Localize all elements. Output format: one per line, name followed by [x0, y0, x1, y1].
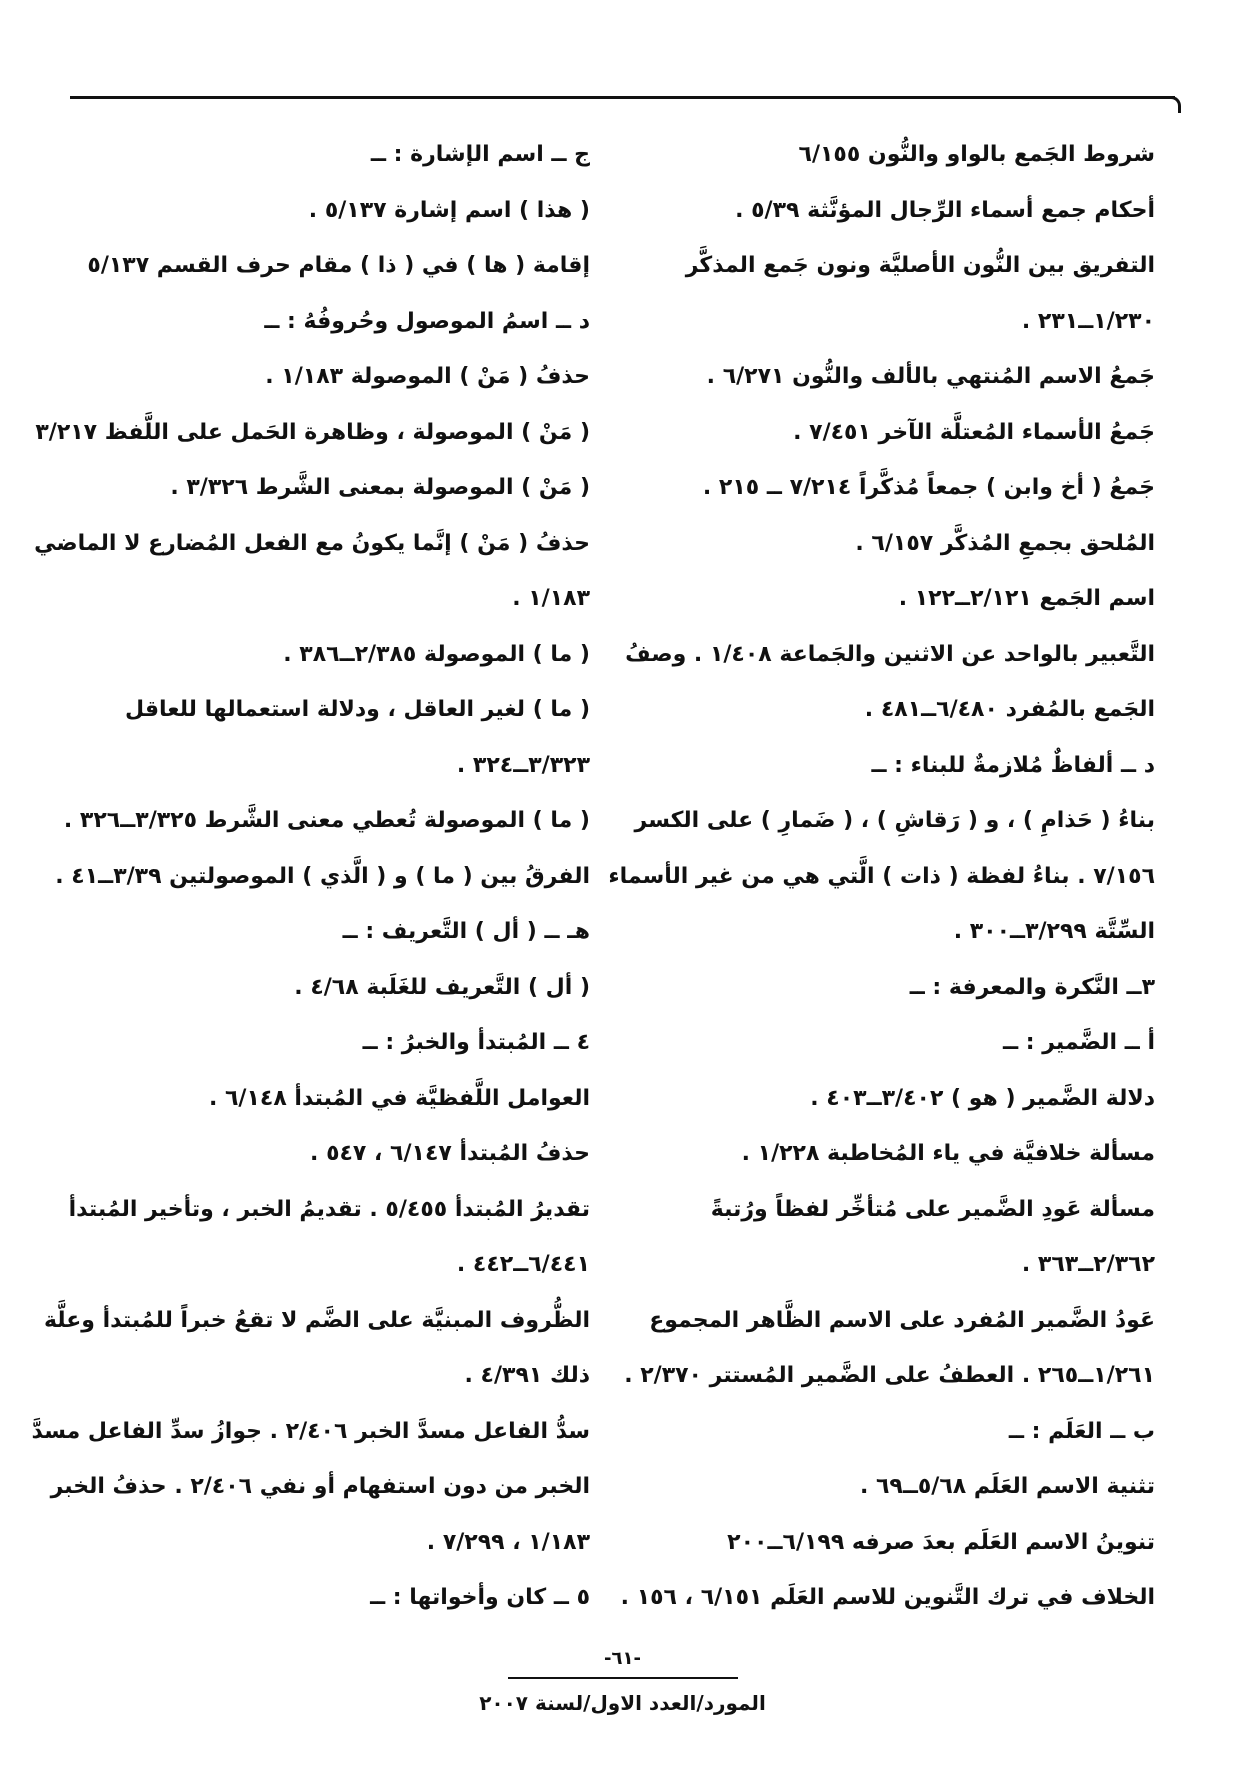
text-line: حذفُ ( مَنْ ) إنَّما يكونُ مع الفعل المُضارع لا الماضي — [34, 530, 590, 556]
text-line: حذفُ ( مَنْ ) الموصولة ١/١٨٣ . — [265, 364, 590, 389]
text-line: اسم الجَمع ٢/١٢١ــ١٢٢ . — [898, 586, 1155, 611]
text-line: مسألة عَودِ الضَّمير على مُتأخِّر لفظاً ورُتبةً — [710, 1196, 1155, 1222]
text-line: ٣/٣٢٣ــ٣٢٤ . — [456, 752, 590, 778]
text-line: ١/١٨٣ . — [512, 586, 590, 611]
text-line: ( مَنْ ) الموصولة بمعنى الشَّرط ٣/٣٢٦ . — [170, 475, 590, 500]
text-line: تقديرُ المُبتدأ ٥/٤٥٥ . تقديمُ الخبر ، وتأخير المُبتدأ — [68, 1196, 590, 1222]
section-heading: د ــ ألفاظٌ مُلازمةٌ للبناء : ــ — [871, 752, 1155, 778]
journal-citation: المورد/العدد الاول/لسنة ٢٠٠٧ — [479, 1691, 766, 1715]
text-line: الفرقُ بين ( ما ) و ( الَّذي ) الموصولتين ٣/٣٩ــ٤١ . — [55, 863, 590, 889]
section-heading: د ــ اسمُ الموصول وحُروفُهُ : ــ — [264, 308, 590, 334]
text-line: إقامة ( ها ) في ( ذا ) مقام حرف القسم ٥/١٣٧ — [87, 253, 590, 278]
text-line: تنوينُ الاسم العَلَم بعدَ صرفه ٦/١٩٩ــ٢٠٠ — [727, 1529, 1155, 1555]
section-heading: ٣ــ النَّكرة والمعرفة : ــ — [909, 974, 1155, 1000]
footer-rule — [508, 1677, 738, 1679]
text-line: تثنية الاسم العَلَم ٥/٦٨ــ٦٩ . — [859, 1474, 1155, 1499]
text-line: الخبر من دون استفهام أو نفي ٢/٤٠٦ . حذفُ الخبر — [50, 1474, 590, 1499]
text-line: الجَمع بالمُفرد ٦/٤٨٠ــ٤٨١ . — [864, 697, 1155, 722]
text-line: التَّعبير بالواحد عن الاثنين والجَماعة ١/٤٠٨ . وصفُ — [625, 641, 1155, 667]
section-heading: ب ــ العَلَم : ــ — [1008, 1418, 1155, 1444]
text-line: الخلاف في ترك التَّنوين للاسم العَلَم ٦/١٥١ ، ١٥٦ . — [620, 1585, 1155, 1610]
right-column — [608, 140, 1155, 1639]
text-line: السِّتَّة ٣/٢٩٩ــ٣٠٠ . — [953, 919, 1155, 944]
text-line: الظُّروف المبنيَّة على الضَّم لا تقعُ خبراً للمُبتدأ وعلَّة — [43, 1307, 590, 1333]
text-line: دلالة الضَّمير ( هو ) ٣/٤٠٢ــ٤٠٣ . — [810, 1085, 1155, 1111]
text-line: حذفُ المُبتدأ ٦/١٤٧ ، ٥٤٧ . — [310, 1141, 590, 1166]
page-number: -٦١- — [604, 1648, 641, 1669]
text-line: ( ما ) الموصولة ٢/٣٨٥ــ٣٨٦ . — [283, 641, 590, 667]
text-line: شروط الجَمع بالواو والنُّون ٦/١٥٥ — [798, 142, 1155, 167]
text-line: ٢/٣٦٢ــ٣٦٣ . — [1021, 1252, 1155, 1277]
text-line: ( ما ) لغير العاقل ، ودلالة استعمالها للعاقل — [124, 697, 590, 722]
text-line: المُلحق بجمعِ المُذكَّر ٦/١٥٧ . — [855, 530, 1155, 556]
text-line: ٦/٤٤١ــ٤٤٢ . — [456, 1252, 590, 1277]
text-line: ١/١٨٣ ، ٧/٢٩٩ . — [426, 1529, 590, 1555]
top-rule-hook — [1168, 96, 1181, 113]
text-line: ١/٢٦١ــ٢٦٥ . العطفُ على الضَّمير المُستتر ٢/٣٧٠ . — [624, 1363, 1155, 1388]
top-rule — [70, 96, 1175, 99]
text-line: ( هذا ) اسم إشارة ٥/١٣٧ . — [308, 197, 590, 223]
section-heading: ج ــ اسم الإشارة : ــ — [370, 142, 590, 167]
page-footer — [0, 1648, 1245, 1715]
text-line: جَمعُ الأسماء المُعتلَّة الآخر ٧/٤٥١ . — [793, 419, 1155, 445]
text-line: ١/٢٣٠ــ٢٣١ . — [1021, 308, 1155, 334]
text-line: التفريق بين النُّون الأصليَّة ونون جَمع المذكَّر — [685, 253, 1155, 278]
text-line: ٧/١٥٦ . بناءُ لفظة ( ذات ) الَّتي هي من غير الأسماء — [608, 863, 1155, 889]
text-line: جَمعُ ( أخ وابن ) جمعاً مُذكَّراً ٧/٢١٤ ــ ٢١٥ . — [702, 475, 1155, 500]
section-heading: ٤ ــ المُبتدأ والخبرُ : ــ — [362, 1030, 590, 1055]
text-line: بناءُ ( حَذامِ ) ، و ( رَقاشِ ) ، ( ضَمارِ ) على الكسر — [634, 808, 1155, 833]
text-line: عَودُ الضَّمير المُفرد على الاسم الظَّاهر المجموع — [649, 1307, 1155, 1333]
text-line: جَمعُ الاسم المُنتهي بالألف والنُّون ٦/٢٧١ . — [706, 364, 1155, 389]
text-line: ( مَنْ ) الموصولة ، وظاهرة الحَمل على اللَّفظ ٣/٢١٧ — [35, 419, 590, 445]
section-heading: ٥ ــ كان وأخواتها : ــ — [370, 1585, 590, 1610]
left-column — [31, 140, 590, 1639]
text-line: العوامل اللَّفظيَّة في المُبتدأ ٦/١٤٨ . — [208, 1085, 590, 1111]
text-line: أحكام جمع أسماء الرِّجال المؤنَّثة ٥/٣٩ . — [735, 197, 1155, 223]
section-heading: هـ ــ ( أل ) التَّعريف : ــ — [342, 919, 590, 944]
text-line: سدُّ الفاعل مسدَّ الخبر ٢/٤٠٦ . جوازُ سدِّ الفاعل مسدَّ — [31, 1418, 590, 1444]
text-line: ( أل ) التَّعريف للغَلَبة ٤/٦٨ . — [294, 974, 590, 1000]
section-heading: أ ــ الضَّمير : ــ — [1003, 1030, 1155, 1055]
text-line: ( ما ) الموصولة تُعطي معنى الشَّرط ٣/٣٢٥ــ٣٢٦ . — [63, 808, 590, 833]
text-line: ذلك ٤/٣٩١ . — [464, 1363, 590, 1388]
text-line: مسألة خلافيَّة في ياء المُخاطبة ١/٢٢٨ . — [741, 1141, 1155, 1166]
